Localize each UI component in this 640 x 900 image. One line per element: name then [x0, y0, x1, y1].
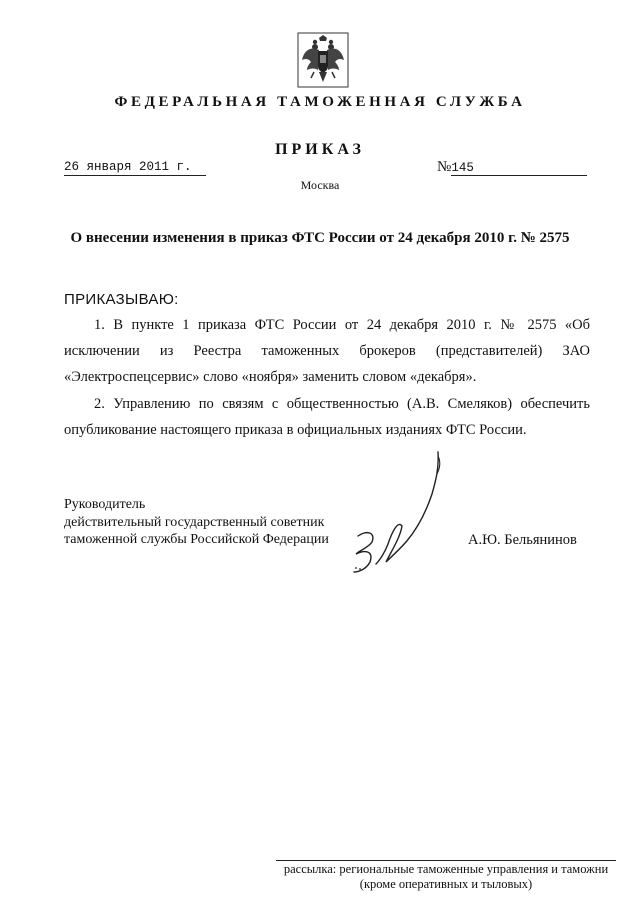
order-subject: О внесении изменения в приказ ФТС России от 24 декабря 2010 г. № 2575 — [70, 230, 570, 246]
city: Москва — [300, 178, 340, 192]
document-type: ПРИКАЗ — [275, 141, 365, 158]
order-number-field — [437, 158, 589, 176]
distribution-line: (кроме оперативных и тыловых) — [359, 877, 533, 891]
paragraph-2: 2. Управлению по связям с общественностью (А.В. Смеляков) обеспечить опубликование настоящего приказа в официальных изданиях ФТС России. — [64, 396, 590, 438]
signer-title-line: действительный государственный советник — [64, 514, 325, 530]
distribution-line: рассылка: региональные таможенные управления и таможни — [283, 862, 609, 876]
footer-divider — [276, 860, 616, 861]
paragraph-1: 1. В пункте 1 приказа ФТС России от 24 декабря 2010 г. № 2575 «Об исключении из Реестра таможенных брокеров (представителей) ЗАО «Электроспецсервис» слово «ноября» заменить словом «декабря». — [64, 317, 590, 385]
agency-name: ФЕДЕРАЛЬНАЯ ТАМОЖЕННАЯ СЛУЖБА — [114, 94, 526, 110]
handwritten-signature-icon — [340, 450, 460, 580]
signer-name: А.Ю. Бельянинов — [468, 532, 577, 548]
order-number: 145 — [451, 161, 587, 176]
distribution-note — [276, 862, 616, 892]
signer-title-line: Руководитель — [64, 497, 146, 512]
number-sign: № — [437, 159, 452, 175]
russian-coat-of-arms-icon — [297, 32, 349, 88]
order-date: 26 января 2011 г. — [64, 160, 206, 176]
order-directive: ПРИКАЗЫВАЮ: — [64, 291, 179, 308]
signer-title-line: таможенной службы Российской Федерации — [64, 532, 329, 547]
signer-title — [64, 496, 364, 549]
